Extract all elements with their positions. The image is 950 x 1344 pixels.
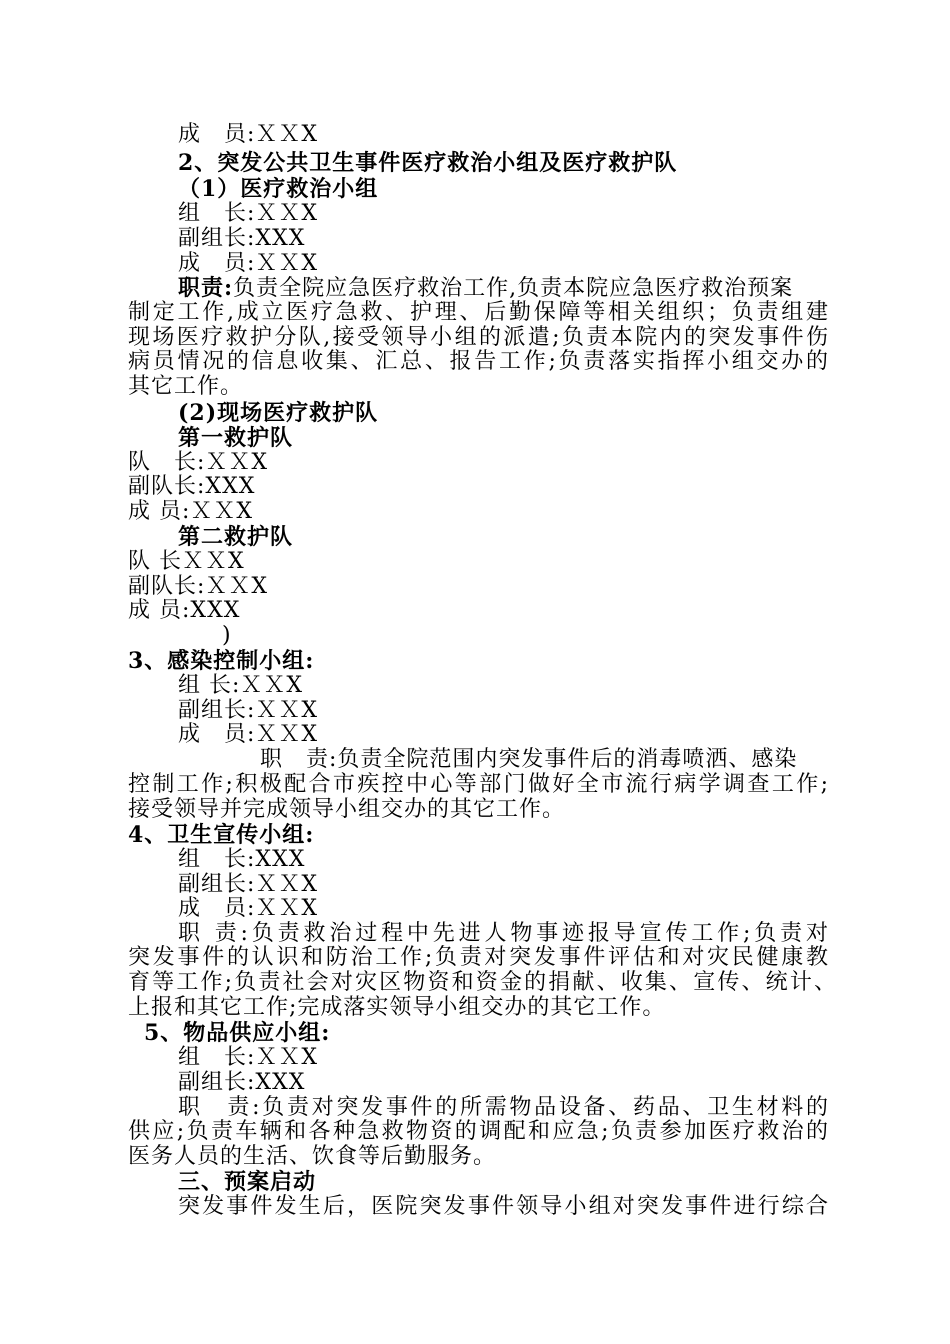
deputy-leader-line: 副组长:ＸＸX [178,698,319,723]
duty-label: 职责: [178,275,234,301]
paragraph-line: 控制工作;积极配合市疾控中心等部门做好全市流行病学调查工作; [128,772,828,797]
leader-line: 组 长:ＸＸX [178,201,319,226]
subsection-heading: （1）医疗救治小组 [178,176,379,202]
deputy-team-leader-line: 副队长:XXX [128,474,256,499]
member-line: 成 员:ＸＸX [178,251,319,276]
subsection-heading: (2)现场医疗救护队 [178,400,379,426]
duty-paragraph-line [178,275,793,302]
duty-text: 负责全院应急医疗救治工作,负责本院应急医疗救治预案 [233,276,794,301]
duty-paragraph-line: 职 责:负责对突发事件的所需物品设备、药品、卫生材料的 [178,1095,828,1120]
team-leader-line: 队 长:ＸＸX [128,450,269,475]
deputy-leader-line: 副组长:XXX [178,1070,306,1095]
paragraph-line: 突发事件发生后，医院突发事件领导小组对突发事件进行综合 [178,1194,828,1219]
deputy-leader-line: 副组长:XXX [178,226,306,251]
duty-paragraph-line: 职 责:负责全院范围内突发事件后的消毒喷洒、感染 [260,747,798,772]
section-heading-2: 2、突发公共卫生事件医疗救治小组及医疗救护队 [178,150,678,176]
paragraph-line: 接受领导并完成领导小组交办的其它工作。 [128,797,566,822]
paragraph-line: 育等工作;负责社会对灾区物资和资金的捐献、收集、宣传、统计、 [128,970,836,995]
section-heading-4: 4、卫生宣传小组: [128,822,315,848]
paragraph-line: 上报和其它工作;完成落实领导小组交办的其它工作。 [128,995,666,1020]
leader-line: 组 长:ＸＸX [178,1045,319,1070]
paragraph-line: 其它工作。 [128,374,244,399]
duty-paragraph-line: 职 责:负责救治过程中先进人物事迹报导宣传工作;负责对 [178,921,828,946]
team-heading: 第一救护队 [178,425,294,451]
paragraph-line: 供应;负责车辆和各种急救物资的调配和应急;负责参加医疗救治的 [128,1119,828,1144]
member-line: 成 员:ＸＸX [178,722,319,747]
paragraph-line: 病员情况的信息收集、汇总、报告工作;负责落实指挥小组交办的 [128,349,828,374]
section-heading-three: 三、预案启动 [178,1169,317,1195]
section-heading-3: 3、感染控制小组: [128,648,315,674]
paragraph-line: 制定工作,成立医疗急救、护理、后勤保障等相关组织；负责组建 [128,300,828,325]
paragraph-line: 医务人员的生活、饮食等后勤服务。 [128,1144,497,1169]
member-line: 成 员:ＸＸX [178,896,319,921]
leader-line: 组 长:XXX [178,847,306,872]
member-line: 成 员:ＸＸX [128,499,254,524]
member-line: 成 员:XXX [128,598,241,623]
section-heading-5: 5、物品供应小组: [144,1020,331,1046]
paragraph-line: 突发事件的认识和防治工作;负责对突发事件评估和对灾民健康教 [128,945,828,970]
team-heading: 第二救护队 [178,524,294,550]
leader-line: 组 长:ＸＸX [178,673,304,698]
team-leader-line: 队 长ＸＸX [128,549,245,574]
stray-parenthesis: ) [222,623,232,648]
deputy-leader-line: 副组长:ＸＸX [178,872,319,897]
paragraph-line: 现场医疗救护分队,接受领导小组的派遣;负责本院内的突发事件伤 [128,325,828,350]
deputy-team-leader-line: 副队长:ＸＸX [128,574,269,599]
member-line: 成 员:ＸＸX [178,122,319,147]
